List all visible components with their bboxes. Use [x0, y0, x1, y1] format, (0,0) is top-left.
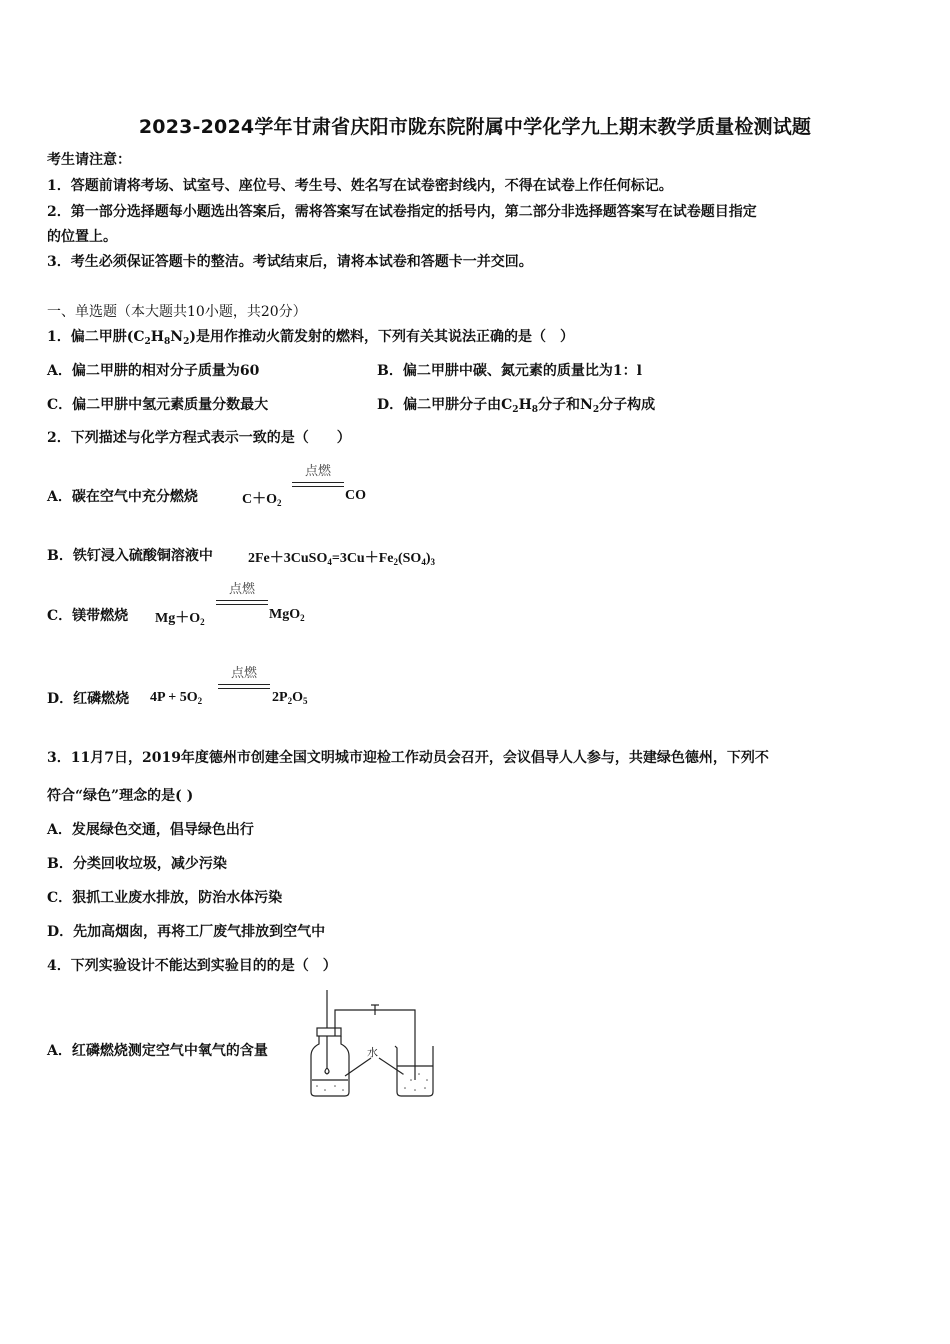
question-2-stem: 2．下列描述与化学方程式表示一致的是（ ）	[47, 430, 351, 446]
question-4-option-a: A．红磷燃烧测定空气中氧气的含量	[47, 1043, 268, 1059]
question-2-option-a: A．碳在空气中充分燃烧	[47, 489, 198, 505]
question-3-option-a: A．发展绿色交通，倡导绿色出行	[47, 822, 254, 838]
notice-item: 2．第一部分选择题每小题选出答案后，需将答案写在试卷指定的括号内，第二部分非选择题答案写在试卷题目指定	[47, 204, 757, 220]
equation-a-product: CO	[345, 488, 366, 503]
reaction-condition: 点燃	[230, 666, 257, 681]
reaction-condition: 点燃	[228, 582, 255, 597]
equation-b: $2Fe+3CuSO_4=3Cu+Fe_2(SO_4)_3$	[248, 551, 435, 567]
question-3-stem: 3．11月7日，2019年度德州市创建全国文明城市迎检工作动员会召开，会议倡导人人参与，共建绿色德州，下列不	[47, 750, 769, 766]
notice-item: 3．考生必须保证答题卡的整洁。考试结束后，请将本试卷和答题卡一并交回。	[47, 254, 533, 270]
equation-d-reactants: $4P + 5O_2$	[150, 690, 203, 706]
equals-sign	[292, 482, 344, 487]
question-2-option-c: C．镁带燃烧	[47, 608, 129, 624]
equals-sign	[218, 684, 270, 689]
notice-heading: 考生请注意：	[47, 152, 131, 168]
page-title: 2023-2024学年甘肃省庆阳市陇东院附属中学化学九上期末教学质量检测试题	[138, 116, 812, 138]
equation-c-product: MgO$_2$	[269, 607, 305, 623]
question-1-option-d: D．偏二甲肼分子由$C_2H_8$分子和$N_2$分子构成	[377, 397, 656, 415]
question-1-option-c: C．偏二甲肼中氢元素质量分数最大	[47, 397, 269, 413]
question-2-option-d: D．红磷燃烧	[47, 691, 130, 707]
notice-item: 1．答题前请将考场、试室号、座位号、考生号、姓名写在试卷密封线内，不得在试卷上作任何标记。	[47, 178, 673, 194]
equation-c-reactants: $Mg+O_2$	[155, 611, 205, 627]
question-1-option-a: A．偏二甲肼的相对分子质量为60	[47, 363, 260, 379]
equals-sign	[216, 600, 268, 605]
notice-item: 的位置上。	[47, 229, 117, 245]
question-2-option-b: B．铁钉浸入硫酸铜溶液中	[47, 548, 213, 564]
question-3-stem-cont: 符合“绿色”理念的是( )	[47, 788, 194, 804]
question-1-stem: 1．偏二甲肼$(C_2H_8N_2)$是用作推动火箭发射的燃料，下列有关其说法正确的是（ ）	[47, 329, 574, 347]
figure-label-water: 水	[367, 1046, 378, 1059]
question-3-option-c: C．狠抓工业废水排放，防治水体污染	[47, 890, 283, 906]
equation-d-product: $2P_2O_5$	[272, 690, 308, 706]
reaction-condition: 点燃	[304, 464, 331, 479]
question-3-option-b: B．分类回收垃圾，减少污染	[47, 856, 227, 872]
question-4-stem: 4．下列实验设计不能达到实验目的的是（ ）	[47, 958, 337, 974]
apparatus-figure	[305, 988, 445, 1100]
question-1-option-b: B．偏二甲肼中碳、氮元素的质量比为1：l	[377, 363, 642, 379]
section-heading: 一、单选题（本大题共10小题，共20分）	[47, 304, 307, 320]
question-3-option-d: D．先加高烟囱，再将工厂废气排放到空气中	[47, 924, 326, 940]
equation-a-reactants: $C+O_2$	[242, 492, 282, 508]
